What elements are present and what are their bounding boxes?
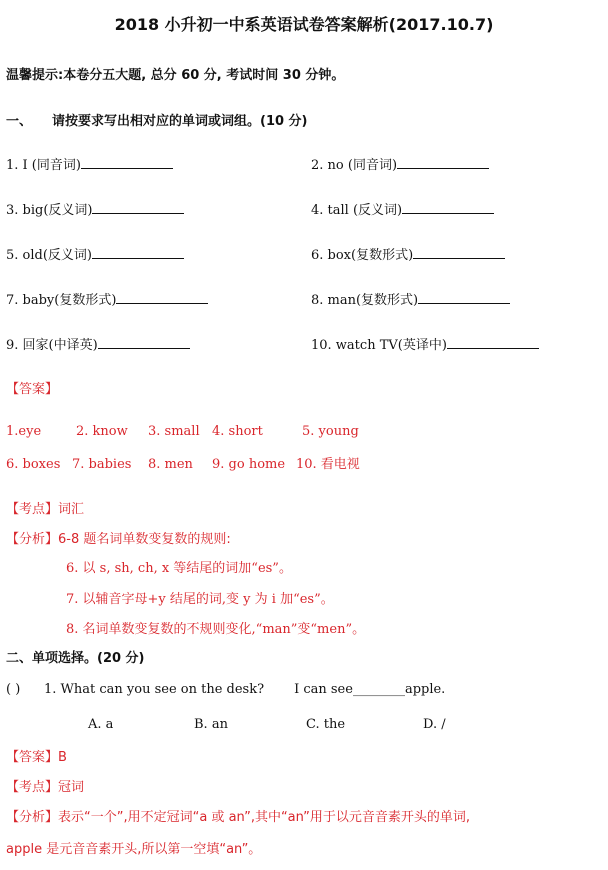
- question-8: 8. man(复数形式): [311, 289, 510, 308]
- question-9: 9. 回家(中译英): [6, 334, 190, 353]
- answer-item: 8. men: [148, 457, 193, 472]
- section2-heading: 二、单项选择。(20 分): [6, 651, 145, 666]
- question-6: 6. box(复数形式): [311, 244, 505, 263]
- question-5: 5. old(反义词): [6, 244, 184, 263]
- question-10: 10. watch TV(英译中): [311, 334, 539, 353]
- analysis-line: 【分析】6-8 题名词单数变复数的规则:: [6, 532, 231, 547]
- answer-item: 5. young: [302, 424, 359, 439]
- mc-point-line: 【考点】冠词: [6, 780, 85, 795]
- option-a: A. a: [88, 717, 114, 732]
- question-1: 1. I (同音词): [6, 154, 173, 173]
- section1-heading: [6, 110, 308, 129]
- answers-row-2: [6, 453, 360, 472]
- rule-6: 6. 以 s, sh, ch, x 等结尾的词加“es”。: [66, 561, 292, 576]
- page-title: 2018 小升初一中系英语试卷答案解析(2017.10.7): [114, 15, 494, 34]
- option-b: B. an: [194, 717, 228, 732]
- exam-hint: 温馨提示:本卷分五大题, 总分 60 分, 考试时间 30 分钟。: [6, 68, 345, 83]
- option-d: D. /: [423, 717, 446, 732]
- question-7: 7. baby(复数形式): [6, 289, 208, 308]
- answer-item: 6. boxes: [6, 457, 61, 472]
- question-3: 3. big(反义词): [6, 199, 184, 218]
- question-2: 2. no (同音词): [311, 154, 489, 173]
- answers-row-1: [6, 424, 359, 439]
- point-line: 【考点】词汇: [6, 502, 85, 517]
- section1-number: 一、: [6, 114, 33, 129]
- question-4: 4. tall (反义词): [311, 199, 494, 218]
- answer-item: 3. small: [148, 424, 200, 439]
- answer-item: 4. short: [212, 424, 263, 439]
- rule-7: 7. 以辅音字母+y 结尾的词,变 y 为 i 加“es”。: [66, 592, 334, 607]
- answer-item: 7. babies: [72, 457, 132, 472]
- section1-title: 请按要求写出相对应的单词或词组。(10 分): [52, 114, 308, 129]
- mc-analysis-line-2: apple 是元音音素开头,所以第一空填“an”。: [6, 842, 262, 857]
- answer-item: 1.eye: [6, 424, 42, 439]
- answer-item: 10. 看电视: [296, 457, 360, 472]
- answer-label: 【答案】: [6, 382, 59, 397]
- mc-analysis-line: 【分析】表示“一个”,用不定冠词“a 或 an”,其中“an”用于以元音音素开头的单词,: [6, 810, 471, 825]
- answer-item: 2. know: [76, 424, 128, 439]
- rule-8: 8. 名词单数变复数的不规则变化,“man”变“men”。: [66, 622, 366, 637]
- mc-answer-line: 【答案】B: [6, 750, 67, 765]
- answer-item: 9. go home: [212, 457, 286, 472]
- mc-question-1: ( ) 1. What can you see on the desk? I can see________apple.: [6, 682, 446, 697]
- option-c: C. the: [306, 717, 346, 732]
